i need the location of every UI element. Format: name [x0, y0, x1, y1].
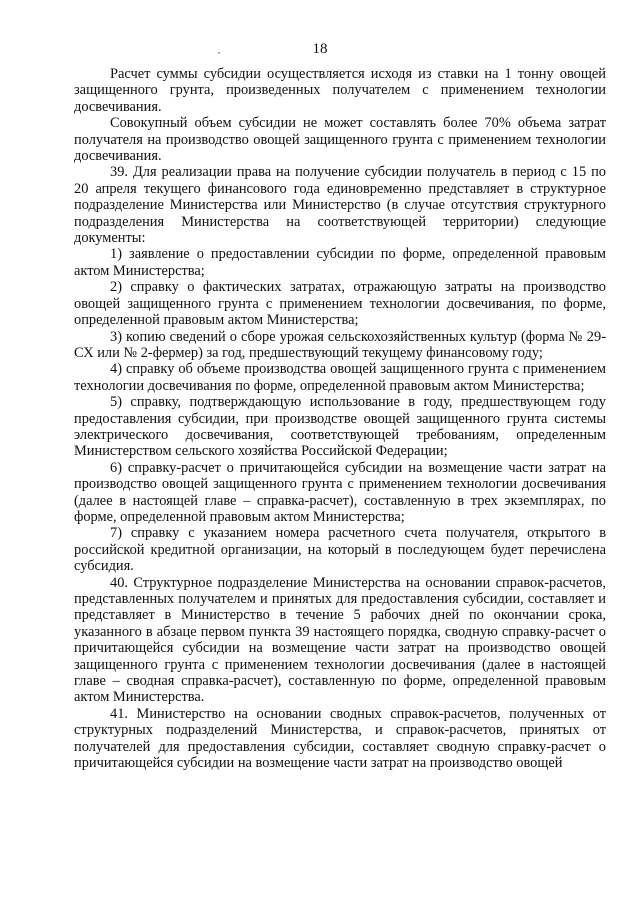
list-item-4: 4) справку об объеме производства овощей защищенного грунта с применением технологии досвечивания по форме, определенной правовым актом Министерства;: [74, 361, 606, 394]
scan-speck: [218, 52, 220, 54]
list-item-6: 6) справку-расчет о причитающейся субсидии на возмещение части затрат на производство овощей защищенного грунта с применением технологии досвечивания (далее в настоящей главе – справка-расчет), составленную в трех экземплярах, по форме, определенной правовым актом Министерства;: [74, 459, 606, 525]
paragraph-subsidy-limit: Совокупный объем субсидии не может составлять более 70% объема затрат получателя на производство овощей защищенного грунта с применением технологии досвечивания.: [74, 115, 606, 165]
list-item-7: 7) справку с указанием номера расчетного счета получателя, открытого в российской кредитной организации, на который в последующем будет перечислена субсидия.: [74, 525, 606, 575]
paragraph-clause-41: 41. Министерство на основании сводных справок-расчетов, полученных от структурных подразделений Министерства, и справок-расчетов, принятых от получателей для предоставления субсидии, составляет сводную справку-расчет о причитающейся субсидии на возмещение части затрат на производство овощей: [74, 705, 606, 772]
list-item-3: 3) копию сведений о сборе урожая сельскохозяйственных культур (форма № 29-СХ или № 2-фермер) за год, предшествующий текущему финансовому году;: [74, 328, 606, 361]
list-item-1: 1) заявление о предоставлении субсидии по форме, определенной правовым актом Министерства;: [74, 246, 606, 279]
list-item-5: 5) справку, подтверждающую использование в году, предшествующем году предоставления субсидии, при производстве овощей защищенного грунта системы электрического досвечивания, соответствующей требованиям, определенным Министерством сельского хозяйства Российской Федерации;: [74, 394, 606, 460]
paragraph-subsidy-calculation: Расчет суммы субсидии осуществляется исходя из ставки на 1 тонну овощей защищенного грунта, произведенных получателем с применением технологии досвечивания.: [74, 66, 606, 115]
list-item-2: 2) справку о фактических затратах, отражающую затраты на производство овощей защищенного грунта с применением технологии досвечивания, по форме, определенной правовым актом Министерства;: [74, 279, 606, 329]
page-number: 18: [312, 41, 328, 57]
paragraph-clause-39: 39. Для реализации права на получение субсидии получатель в период с 15 по 20 апреля текущего финансового года единовременно представляет в структурное подразделение Министерства или Министерство (в случае отсутствия структурного подразделения Министерства на соответствующей территории) следующие документы:: [74, 164, 606, 247]
document-body: [74, 66, 606, 771]
paragraph-clause-40: 40. Структурное подразделение Министерства на основании справок-расчетов, представленных получателем и принятых для предоставления субсидии, составляет и представляет в Министерство в течение 5 рабочих дней по окончании срока, указанного в абзаце первом пункта 39 настоящего порядка, сводную справку-расчет о причитающейся субсидии на возмещение части затрат на производство овощей защищенного грунта с применением технологии досвечивания (далее в настоящей главе – сводная справка-расчет), составленную по форме, определенной правовым актом Министерства.: [74, 574, 606, 706]
